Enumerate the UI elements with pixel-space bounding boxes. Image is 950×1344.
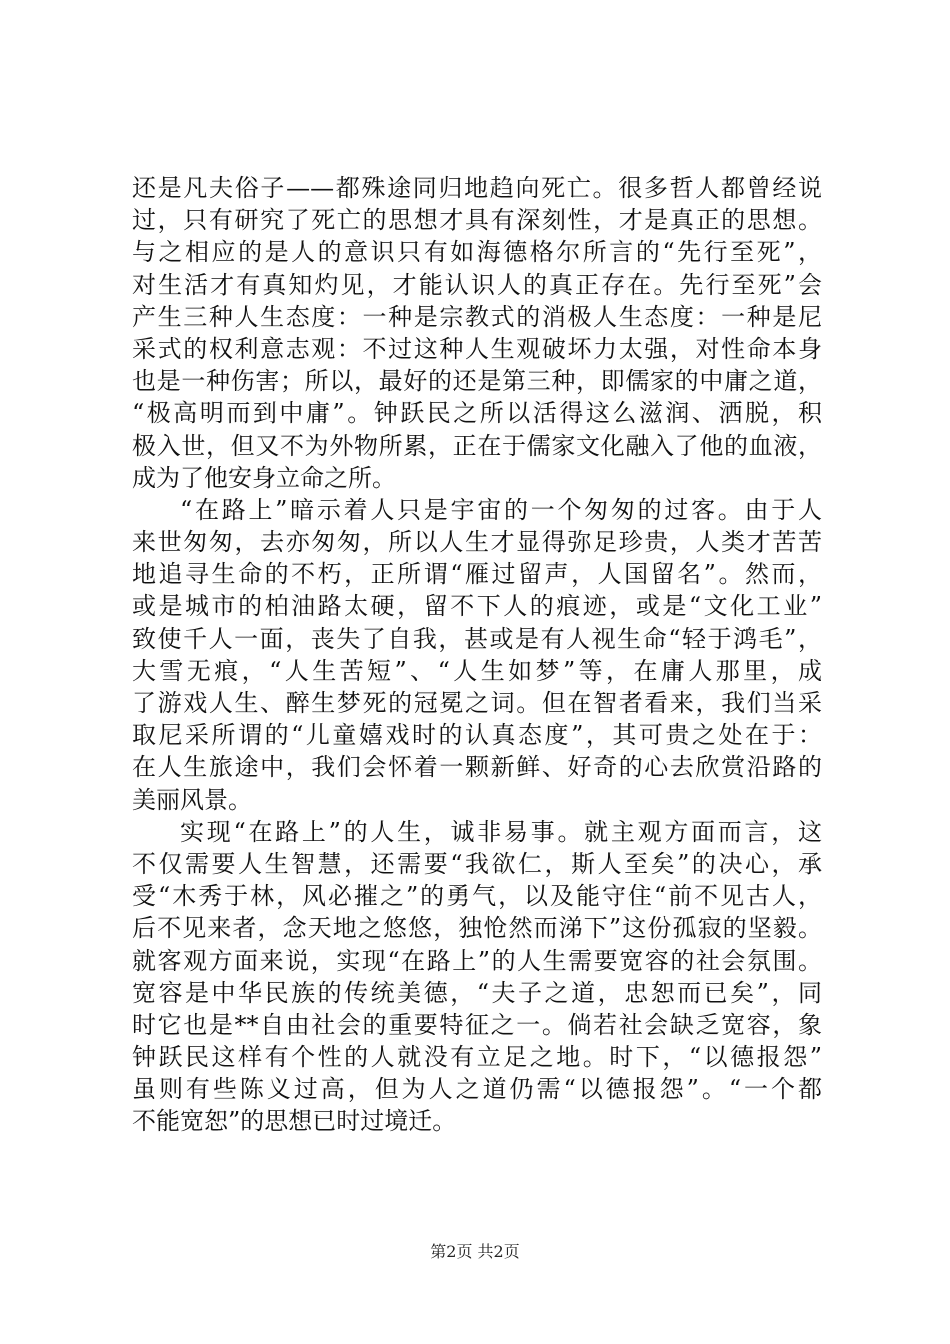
text-line: 时它也是**自由社会的重要特征之一。倘若社会缺乏宽容，象 [132,1010,822,1039]
text-line: 极入世，但又不为外物所累，正在于儒家文化融入了他的血液， [132,431,822,460]
text-line: 或是城市的柏油路太硬，留不下人的痕迹，或是“文化工业” [132,592,822,621]
text-line: 采式的权利意志观：不过这种人生观破坏力太强，对性命本身 [132,334,822,363]
text-line: 不仅需要人生智慧，还需要“我欲仁，斯人至矣”的决心，承 [132,849,822,878]
page-number-footer: 第2页 共2页 [430,1242,520,1261]
text-line: 不能宽恕”的思想已时过境迁。 [132,1107,457,1136]
text-line: “极高明而到中庸”。钟跃民之所以活得这么滋润、洒脱，积 [132,399,822,428]
text-line: 也是一种伤害；所以，最好的还是第三种，即儒家的中庸之道， [132,367,822,396]
text-line: 在人生旅途中，我们会怀着一颗新鲜、好奇的心去欣赏沿路的 [132,753,822,782]
text-line: 致使千人一面，丧失了自我，甚或是有人视生命“轻于鸿毛”， [132,624,822,653]
text-line: 取尼采所谓的“儿童嬉戏时的认真态度”，其可贵之处在于： [132,721,822,750]
text-line: 后不见来者，念天地之悠悠，独怆然而涕下”这份孤寂的坚毅。 [132,914,822,943]
text-line: 地追寻生命的不朽，正所谓“雁过留声，人国留名”。然而， [132,560,822,589]
document-body [132,172,822,1138]
text-line: 与之相应的是人的意识只有如海德格尔所言的“先行至死”， [132,238,822,267]
text-line: 过，只有研究了死亡的思想才具有深刻性，才是真正的思想。 [132,206,822,235]
paragraph-first-line: 实现“在路上”的人生，诚非易事。就主观方面而言，这 [180,817,822,846]
text-line: 就客观方面来说，实现“在路上”的人生需要宽容的社会氛围。 [132,946,822,975]
text-line: 美丽风景。 [132,785,252,814]
text-line: 成为了他安身立命之所。 [132,463,396,492]
text-line: 产生三种人生态度：一种是宗教式的消极人生态度：一种是尼 [132,302,822,331]
text-line: 来世匆匆，去亦匆匆，所以人生才显得弥足珍贵，人类才苦苦 [132,528,822,557]
text-line: 宽容是中华民族的传统美德，“夫子之道，忠恕而已矣”，同 [132,978,822,1007]
text-line: 大雪无痕，“人生苦短”、“人生如梦”等，在庸人那里，成 [132,656,822,685]
text-line: 虽则有些陈义过高，但为人之道仍需“以德报怨”。“一个都 [132,1075,822,1104]
text-line: 钟跃民这样有个性的人就没有立足之地。时下，“以德报怨” [132,1043,822,1072]
paragraph-first-line: “在路上”暗示着人只是宇宙的一个匆匆的过客。由于人 [180,495,822,524]
text-line: 还是凡夫俗子——都殊途同归地趋向死亡。很多哲人都曾经说 [132,174,822,202]
text-line: 受“木秀于林，风必摧之”的勇气，以及能守住“前不见古人， [132,882,822,911]
text-line: 了游戏人生、醉生梦死的冠冕之词。但在智者看来，我们当采 [132,689,822,717]
text-line: 对生活才有真知灼见，才能认识人的真正存在。先行至死”会 [132,270,822,299]
